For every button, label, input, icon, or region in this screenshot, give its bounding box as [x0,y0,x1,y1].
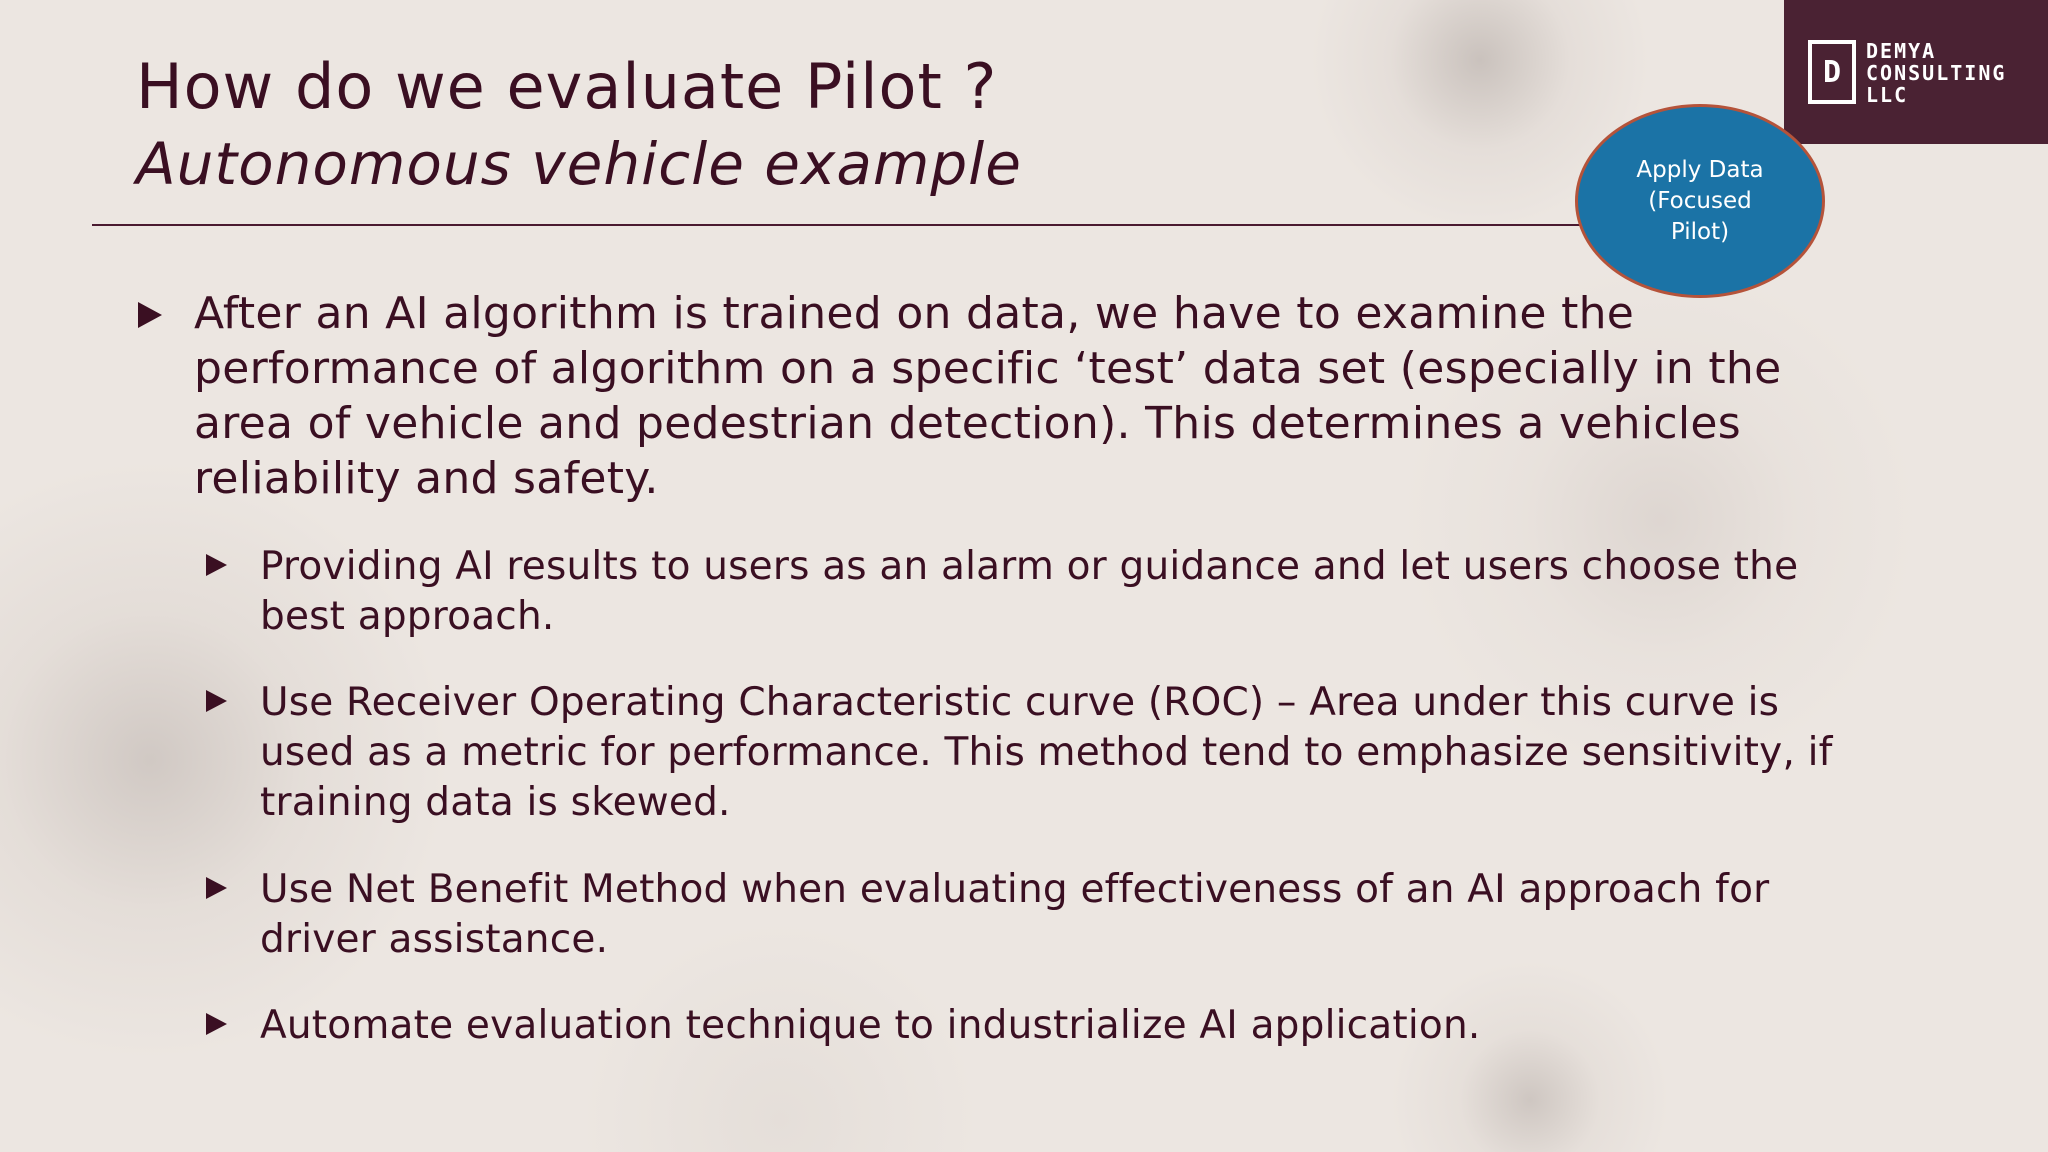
bullet-line: performance of algorithm on a specific ‘test’ data set (especially in the [194,343,1782,394]
bullet-line: training data is skewed. [260,780,731,825]
bullet-line: used as a metric for performance. This method tend to emphasize sensitivity, if [260,730,1833,775]
bullet-arrow-icon [206,1013,227,1035]
bullet-arrow-icon [206,877,227,899]
sub-bullet-text [260,865,1880,965]
logo-line: DEMYA [1866,39,1937,63]
bullet-line: Providing AI results to users as an alarm or guidance and let users choose the [260,544,1799,589]
bullet-line: Use Net Benefit Method when evaluating effectiveness of an AI approach for [260,867,1770,912]
callout-line: Pilot) [1670,218,1730,245]
callout-line: (Focused [1648,187,1752,214]
bullet-text [194,286,1794,506]
logo-line: CONSULTING [1866,61,2007,85]
logo-wordmark [1866,40,2006,106]
bullet-line: area of vehicle and pedestrian detection). This determines a vehicles [194,398,1741,449]
logo-mark: D [1808,40,1856,104]
company-logo [1784,0,2048,144]
callout-line: Apply Data [1636,156,1764,183]
title-divider [92,224,1602,226]
bullet-line: best approach. [260,594,555,639]
bullet-line: reliability and safety. [194,453,659,504]
slide-subtitle: Autonomous vehicle example [136,130,1022,198]
bullet-arrow-icon [138,302,162,328]
bullet-line: Automate evaluation technique to industrialize AI application. [260,1003,1481,1048]
bullet-line: After an AI algorithm is trained on data, we have to examine the [194,288,1635,339]
sub-bullet-text [260,542,1880,642]
logo-line: LLC [1866,83,1909,107]
sub-bullet-text [260,1001,1880,1051]
callout-bubble [1575,104,1825,298]
sub-bullet-text [260,678,1880,828]
bullet-line: driver assistance. [260,917,609,962]
bullet-arrow-icon [206,690,227,712]
bullet-arrow-icon [206,554,227,576]
slide-title: How do we evaluate Pilot ? [136,50,998,123]
bullet-line: Use Receiver Operating Characteristic curve (ROC) – Area under this curve is [260,680,1780,725]
